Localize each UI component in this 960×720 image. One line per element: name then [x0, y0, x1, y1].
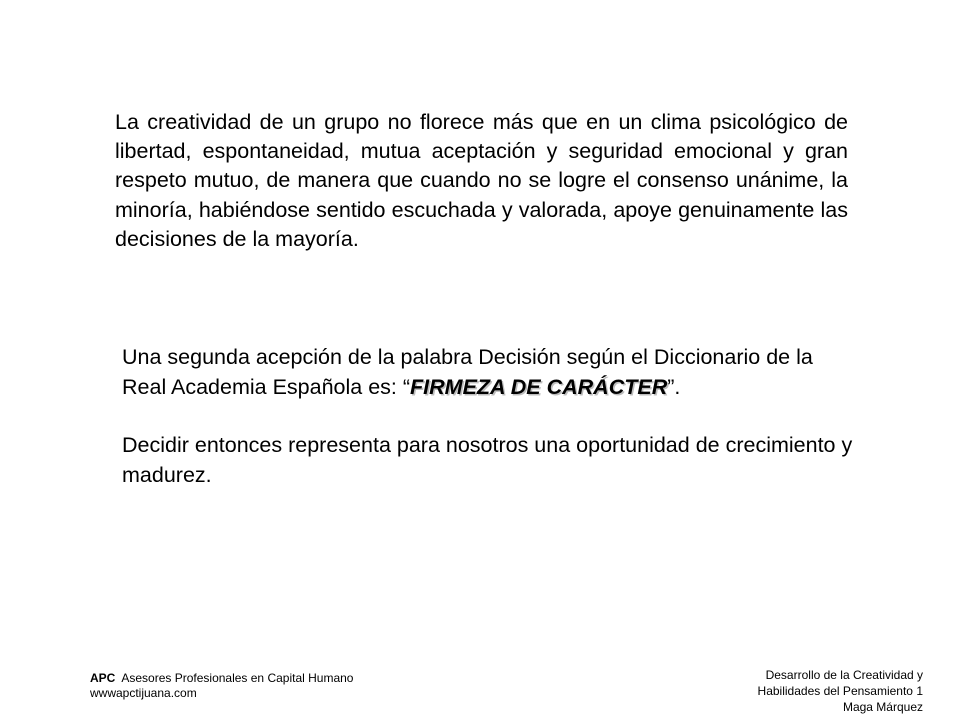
footer-course-line2: Habilidades del Pensamiento 1 [757, 684, 923, 698]
footer-author: Maga Márquez [842, 700, 923, 714]
footer-website: wwwapctijuana.com [90, 686, 197, 700]
footer-brand: APC [90, 671, 116, 685]
footer-company-line [90, 671, 353, 686]
footer-company-name: Asesores Profesionales en Capital Humano [121, 671, 354, 685]
decision-definition-paragraph [122, 342, 862, 402]
footer-course [758, 667, 923, 715]
definition-intro: Una segunda acepción de la palabra Decisión según el Diccionario de la Real Academia Española es: “ [122, 345, 813, 399]
conclusion-paragraph: Decidir entonces representa para nosotros una oportunidad de crecimiento y madurez. [122, 433, 853, 487]
footer-company [90, 671, 353, 701]
creativity-paragraph: La creatividad de un grupo no florece más que en un clima psicológico de libertad, espontaneidad, mutua aceptación y seguridad emocional y gran respeto mutuo, de manera que cuando no se logre el consenso unánime, la minoría, habiéndose sentido escuchada y valorada, apoye genuinamente las decisiones de la mayoría. [115, 110, 848, 251]
footer-course-line1: Desarrollo de la Creatividad y [765, 668, 923, 682]
definition-outro: ”. [667, 375, 681, 399]
definition-emphasis: FIRMEZA DE CARÁCTER [410, 375, 668, 399]
